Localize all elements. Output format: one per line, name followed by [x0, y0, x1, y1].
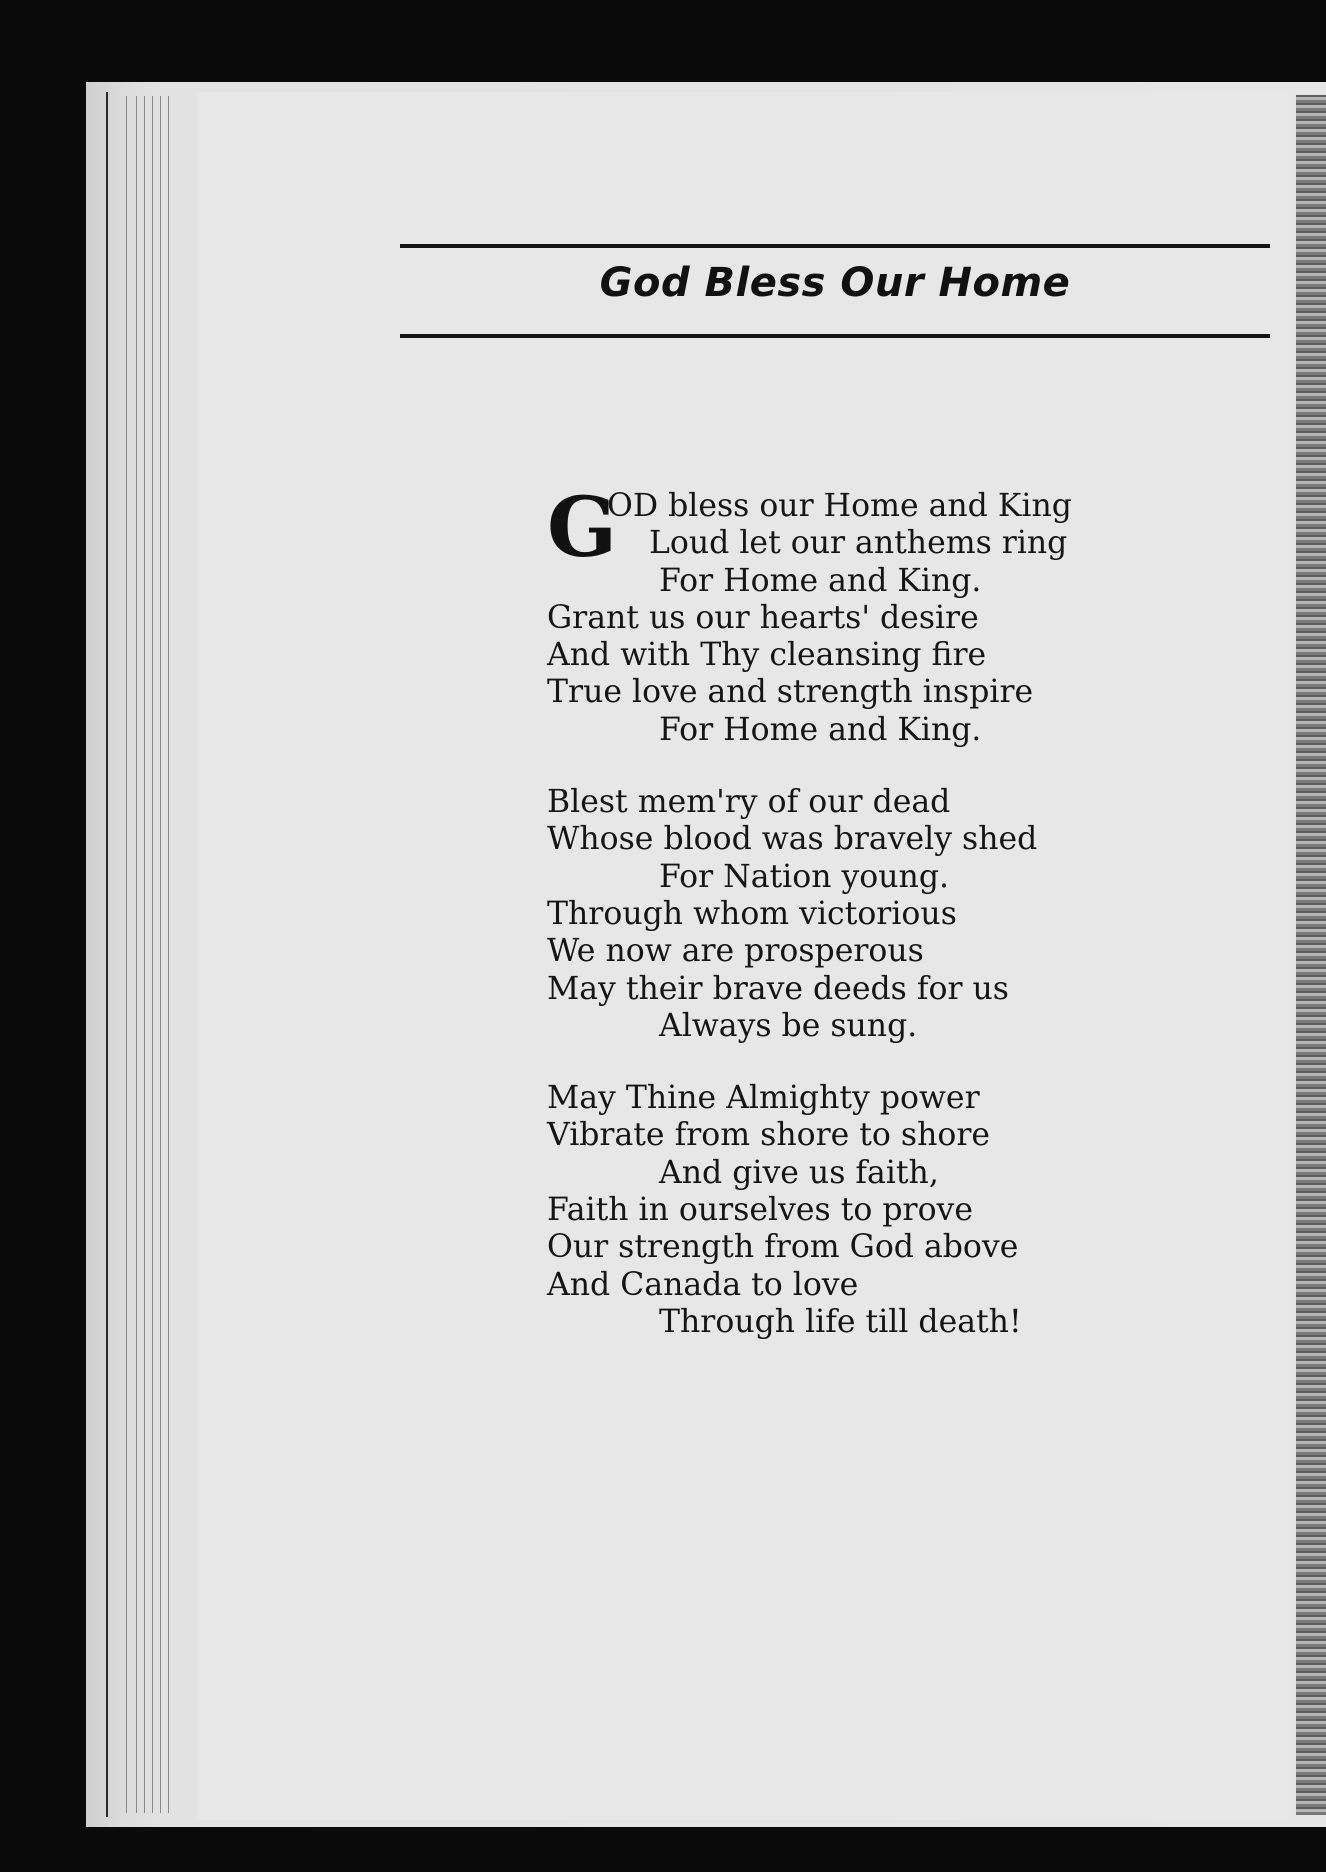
poem-line: Loud let our anthems ring: [649, 525, 1068, 562]
page-stack-line: [144, 96, 145, 1813]
poem: [547, 480, 1187, 1376]
page-stack-line: [126, 96, 127, 1813]
page-stack-line: [168, 96, 169, 1813]
poem-line: And Canada to love: [547, 1266, 859, 1303]
poem-line: Through life till death!: [659, 1303, 1022, 1340]
page-stack-line: [160, 96, 161, 1813]
page-stack-line: [152, 96, 153, 1813]
poem-line: OD bless our Home and King: [607, 488, 1072, 524]
book-edge-line: [106, 92, 108, 1817]
page-stack-line: [136, 96, 137, 1813]
poem-line: May their brave deeds for us: [547, 970, 1009, 1007]
poem-line: Always be sung.: [659, 1007, 918, 1044]
poem-line: May Thine Almighty power: [547, 1080, 980, 1117]
poem-line: Grant us our hearts' desire: [547, 599, 979, 636]
poem-line: For Home and King.: [659, 711, 982, 748]
stanza-1: [547, 480, 1187, 749]
page-title: God Bless Our Home: [599, 260, 1071, 306]
stanza-2: [547, 784, 1187, 1045]
poem-line: Whose blood was bravely shed: [547, 821, 1038, 858]
poem-line: For Home and King.: [659, 562, 982, 599]
poem-line: Faith in ourselves to prove: [547, 1192, 973, 1229]
title-bottom-rule: [400, 334, 1270, 338]
poem-line: Our strength from God above: [547, 1229, 1019, 1266]
drop-cap: G: [547, 480, 618, 576]
poem-line: Vibrate from shore to shore: [547, 1117, 991, 1154]
title-top-rule: [400, 244, 1270, 248]
poem-line: And give us faith,: [659, 1154, 939, 1191]
poem-line: Through whom victorious: [547, 895, 957, 932]
stanza-3: [547, 1080, 1187, 1341]
poem-line: And with Thy cleansing fire: [547, 637, 987, 674]
poem-line: We now are prosperous: [547, 933, 924, 970]
poem-line: Blest mem'ry of our dead: [547, 784, 951, 821]
poem-line: True love and strength inspire: [547, 674, 1034, 711]
poem-line: For Nation young.: [659, 858, 950, 895]
right-binding-edge: [1296, 95, 1326, 1815]
